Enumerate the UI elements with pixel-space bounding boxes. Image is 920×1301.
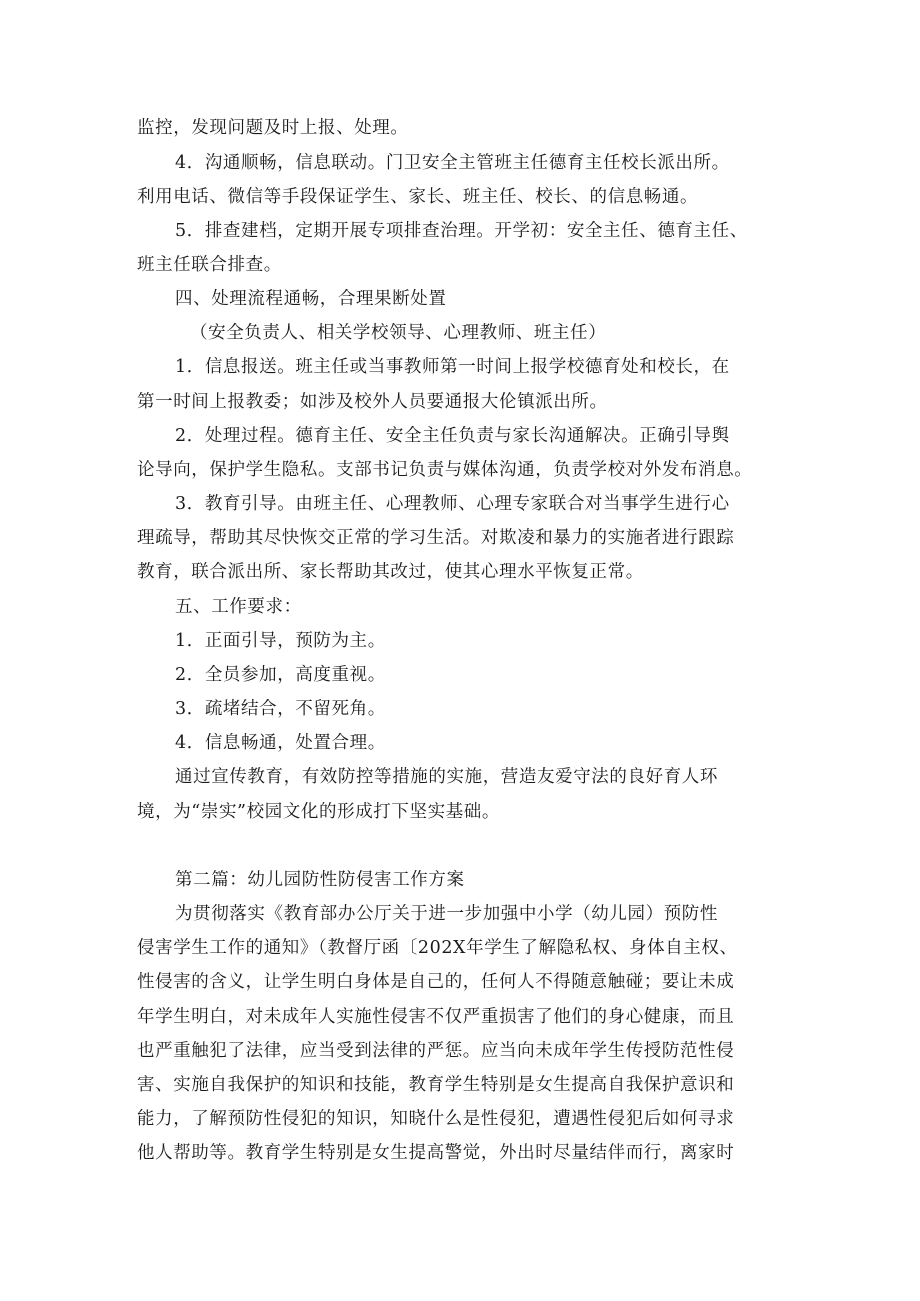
text-line: 侵害学生工作的通知》（教督厅函〔202X年学生了解隐私权、身体自主权、 <box>137 938 738 958</box>
text-line: 论导向，保护学生隐私。支部书记负责与媒体沟通，负责学校对外发布消息。 <box>137 460 753 480</box>
text-line: 年学生明白，对未成年人实施性侵害不仅严重损害了他们的身心健康，而且 <box>137 1007 735 1027</box>
list-item: 2．全员参加，高度重视。 <box>175 665 386 685</box>
text-line: 利用电话、微信等手段保证学生、家长、班主任、校长、的信息畅通。 <box>137 187 699 207</box>
text-line: 第一时间上报教委；如涉及校外人员要通报大伦镇派出所。 <box>137 392 608 412</box>
text-line: 监控，发现问题及时上报、处理。 <box>137 118 409 138</box>
list-item: 4．沟通顺畅，信息联动。门卫安全主管班主任德育主任校长派出所。 <box>175 153 730 173</box>
list-item: 1．信息报送。班主任或当事教师第一时间上报学校德育处和校长，在 <box>175 357 730 377</box>
section-heading: 四、处理流程通畅，合理果断处置 <box>175 289 447 309</box>
list-item: 1．正面引导，预防为主。 <box>175 631 386 651</box>
list-item: 3．疏堵结合，不留死角。 <box>175 699 386 719</box>
section-subtitle: （安全负责人、相关学校领导、心理教师、班主任） <box>190 323 607 343</box>
text-line: 理疏导，帮助其尽快恢交正常的学习生活。对欺凌和暴力的实施者进行跟踪 <box>137 528 735 548</box>
chapter-title: 第二篇：幼儿园防性防侵害工作方案 <box>175 870 465 890</box>
list-item: 4．信息畅通，处置合理。 <box>175 733 386 753</box>
list-item: 5．排查建档，定期开展专项排查治理。开学初：安全主任、德育主任、 <box>175 221 748 241</box>
text-line: 境，为“崇实”校园文化的形成打下坚实基础。 <box>137 802 500 822</box>
text-line: 能力，了解预防性侵犯的知识，知晓什么是性侵犯，遭遇性侵犯后如何寻求 <box>137 1109 735 1129</box>
list-item: 3．教育引导。由班主任、心理教师、心理专家联合对当事学生进行心 <box>175 494 730 514</box>
text-line: 害、实施自我保护的知识和技能，教育学生特别是女生提高自我保护意识和 <box>137 1075 735 1095</box>
text-line: 教育，联合派出所、家长帮助其改过，使其心理水平恢复正常。 <box>137 562 644 582</box>
text-line: 性侵害的含义，让学生明白身体是自己的，任何人不得随意触碰；要让未成 <box>137 972 735 992</box>
section-heading: 五、工作要求： <box>175 597 302 617</box>
text-line: 也严重触犯了法律，应当受到法律的严惩。应当向未成年学生传授防范性侵 <box>137 1041 735 1061</box>
text-line: 班主任联合排查。 <box>137 255 282 275</box>
text-line: 他人帮助等。教育学生特别是女生提高警觉，外出时尽量结伴而行，离家时 <box>137 1143 735 1163</box>
list-item: 2．处理过程。德育主任、安全主任负责与家长沟通解决。正确引导舆 <box>175 426 730 446</box>
text-line: 为贯彻落实《教育部办公厅关于进一步加强中小学（幼儿园）预防性 <box>175 904 718 924</box>
text-line: 通过宣传教育，有效防控等措施的实施，营造友爱守法的良好育人环 <box>175 767 718 787</box>
